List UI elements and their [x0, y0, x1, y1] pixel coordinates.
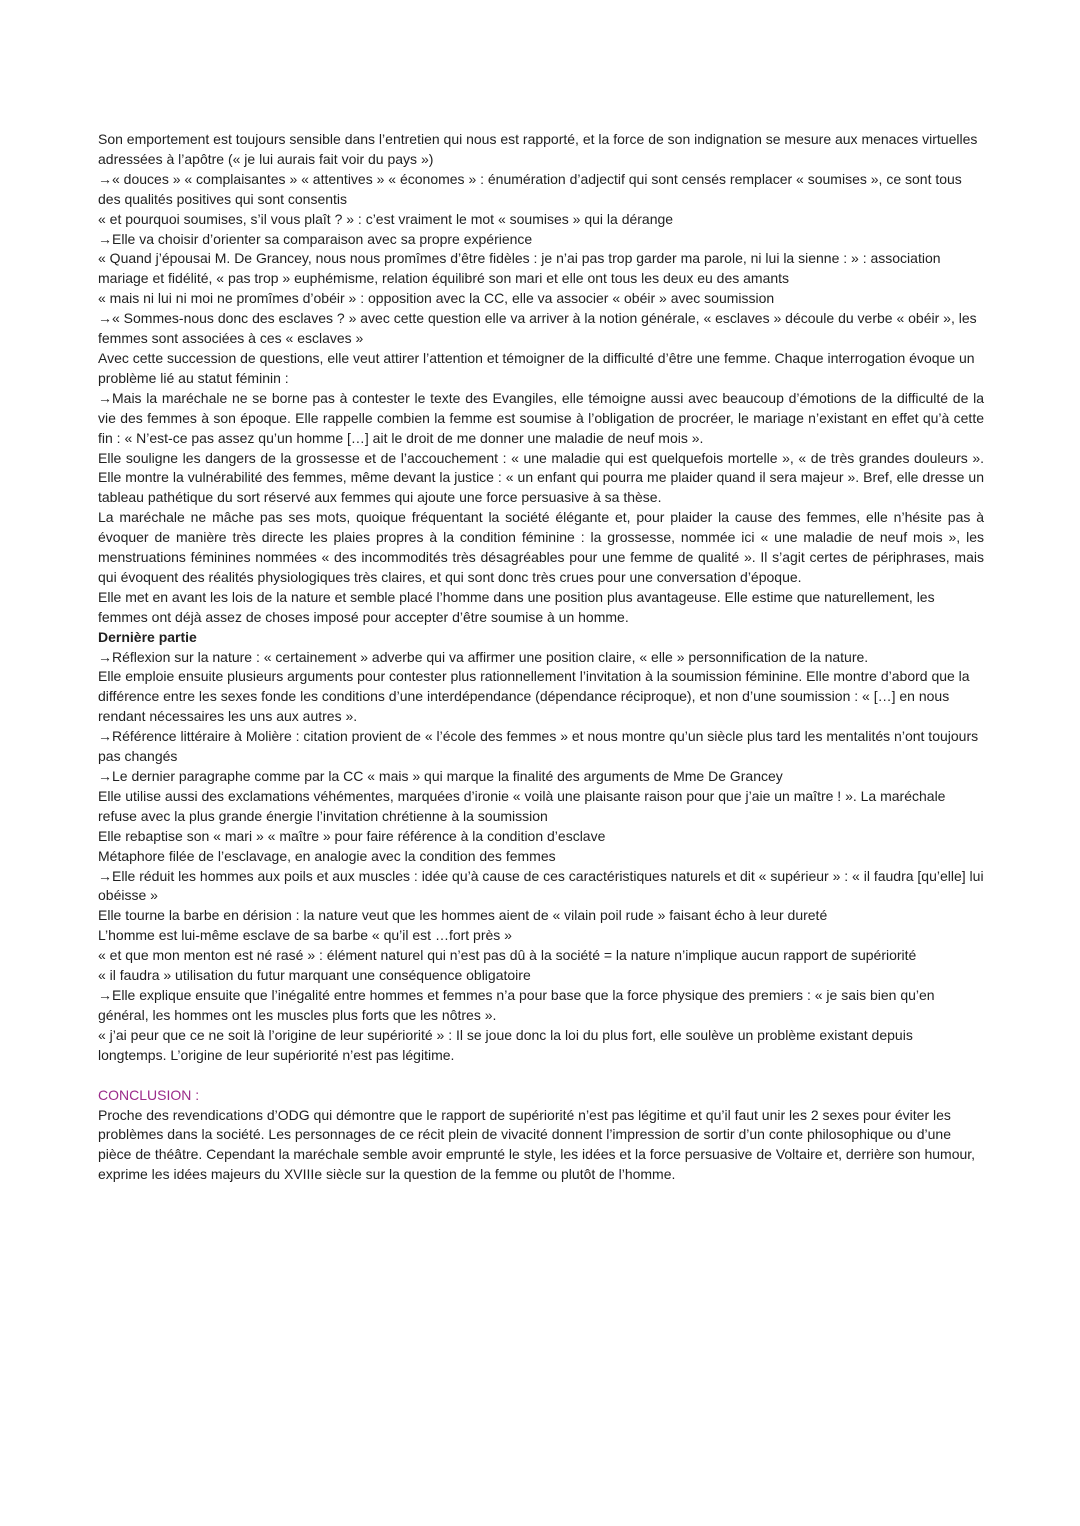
- paragraph: →Elle va choisir d’orienter sa comparaison avec sa propre expérience: [98, 230, 533, 247]
- paragraph: Elle utilise aussi des exclamations véhémentes, marquées d’ironie « voilà une plaisante raison pour que j’aie un maître ! ». La maréchale refuse avec la plus grande énergie l’invitation chrétienne à la soumission: [98, 787, 946, 824]
- paragraph: →Réflexion sur la nature : « certainement » adverbe qui va affirmer une position claire, « elle » personnification de la nature.: [98, 648, 869, 665]
- paragraph: →Le dernier paragraphe comme par la CC « mais » qui marque la finalité des arguments de Mme De Grancey: [98, 768, 783, 784]
- paragraph: →« douces » « complaisantes » « attentives » « économes » : énumération d’adjectif qui sont censés remplacer « soumises », ce sont tous des qualités positives qui sont consentis: [98, 170, 962, 207]
- section-heading: Dernière partie: [98, 628, 197, 645]
- paragraph: Métaphore filée de l’esclavage, en analogie avec la condition des femmes: [98, 847, 556, 864]
- conclusion-paragraph: Proche des revendications d’ODG qui démontre que le rapport de supériorité n’est pas légitime et qu’il faut unir les 2 sexes pour éviter les problèmes dans la société. Les personnages de ce récit plein de vivacité donnent l’impression de sortir d’un conte philosophique ou d’une pièce de théâtre. Cependant la maréchale semble avoir emprunté le style, les idées et la force persuasive de Voltaire et, derrière son humour, exprime les idées majeurs du XVIIIe siècle sur la question de la femme ou plutôt de l’homme.: [98, 1106, 976, 1183]
- paragraph: « j’ai peur que ce ne soit là l’origine de leur supériorité » : Il se joue donc la loi du plus fort, elle soulève un problème existant depuis longtemps. L’origine de leur supériorité n’est pas légitime.: [98, 1026, 913, 1063]
- paragraph: « et pourquoi soumises, s’il vous plaît ? » : c’est vraiment le mot « soumises » qui la dérange: [98, 210, 674, 227]
- paragraph: →Référence littéraire à Molière : citation provient de « l’école des femmes » et nous montre qu’un siècle plus tard les mentalités n’ont toujours pas changés: [98, 728, 979, 765]
- paragraph: →« Sommes-nous donc des esclaves ? » avec cette question elle va arriver à la notion générale, « esclaves » découle du verbe « obéir », les femmes sont associées à ces « esclaves »: [98, 310, 977, 347]
- document-page: [98, 130, 984, 1185]
- paragraph: Elle emploie ensuite plusieurs arguments pour contester plus rationnellement l’invitation à la soumission féminine. Elle montre d’abord que la différence entre les sexes fonde les conditions d’une interdépendance (dépendance réciproque), et non d’une soumission : « […] en nous rendant nécessaires les uns aux autres ».: [98, 668, 970, 725]
- paragraph: →Elle explique ensuite que l’inégalité entre hommes et femmes n’a pour base que la force physique des premiers : « je sais bien qu’en général, les hommes ont les muscles plus forts que les nôtres ».: [98, 986, 935, 1023]
- paragraph: « mais ni lui ni moi ne promîmes d’obéir » : opposition avec la CC, elle va associer « obéir » avec soumission: [98, 290, 775, 307]
- paragraph: Elle souligne les dangers de la grossesse et de l’accouchement : « une maladie qui est quelquefois mortelle », « de très grandes douleurs ». Elle montre la vulnérabilité des femmes, même devant la justice : « un enfant qui pourra me plaider quand il sera majeur ». Bref, elle dresse un tableau pathétique du sort réservé aux femmes qui ajoute une force persuasive à sa thèse.: [98, 449, 984, 506]
- spacer: [98, 1066, 984, 1086]
- paragraph: →Elle réduit les hommes aux poils et aux muscles : idée qu’à cause de ces caractéristiques naturels et dit « supérieur » : « il faudra [qu’elle] lui obéisse »: [98, 867, 984, 904]
- paragraph: « il faudra » utilisation du futur marquant une conséquence obligatoire: [98, 967, 531, 984]
- paragraph: Avec cette succession de questions, elle veut attirer l’attention et témoigner de la difficulté d’être une femme. Chaque interrogation évoque un problème lié au statut féminin :: [98, 349, 975, 386]
- paragraph: Elle rebaptise son « mari » « maître » pour faire référence à la condition d’esclave: [98, 827, 606, 844]
- paragraph: « et que mon menton est né rasé » : élément naturel qui n’est pas dû à la société = la nature n’implique aucun rapport de supériorité: [98, 947, 917, 964]
- paragraph: →Mais la maréchale ne se borne pas à contester le texte des Evangiles, elle témoigne aussi avec beaucoup d’émotions de la difficulté de la vie des femmes à son époque. Elle rappelle combien la femme est soumise à l’obligation de procréer, le mariage n’existant en effet qu’à cette fin : « N’est-ce pas assez qu’un homme […] ait le droit de me donner une maladie de neuf mois ».: [98, 389, 984, 446]
- paragraph: La maréchale ne mâche pas ses mots, quoique fréquentant la société élégante et, pour plaider la cause des femmes, elle n’hésite pas à évoquer de manière très directe les plaies propres à la condition féminine : la grossesse, nommée ici « une maladie de neuf mois », les menstruations féminines nommées « des incommodités très désagréables pour une femme de qualité ». Il s’agit certes de périphrases, mais qui évoquent des réalités physiologiques très claires, et qui sont donc très crues pour une conversation d’époque.: [98, 509, 984, 585]
- paragraph: Son emportement est toujours sensible dans l’entretien qui nous est rapporté, et la force de son indignation se mesure aux menaces virtuelles adressées à l’apôtre (« je lui aurais fait voir du pays »): [98, 131, 978, 167]
- paragraph: Elle tourne la barbe en dérision : la nature veut que les hommes aient de « vilain poil rude » faisant écho à leur dureté: [98, 907, 828, 924]
- paragraph: « Quand j’épousai M. De Grancey, nous nous promîmes d’être fidèles : je n’ai pas trop garder ma parole, ni lui la sienne : » : association mariage et fidélité, « pas trop » euphémisme, relation équilibré son mari et elle ont tous les deux eu des amants: [98, 250, 941, 287]
- paragraph: Elle met en avant les lois de la nature et semble placé l’homme dans une position plus avantageuse. Elle estime que naturellement, les femmes ont déjà assez de choses imposé pour accepter d’être soumise à un homme.: [98, 588, 935, 625]
- conclusion-heading: CONCLUSION :: [98, 1086, 200, 1103]
- paragraph: L’homme est lui-même esclave de sa barbe « qu’il est …fort près »: [98, 927, 512, 944]
